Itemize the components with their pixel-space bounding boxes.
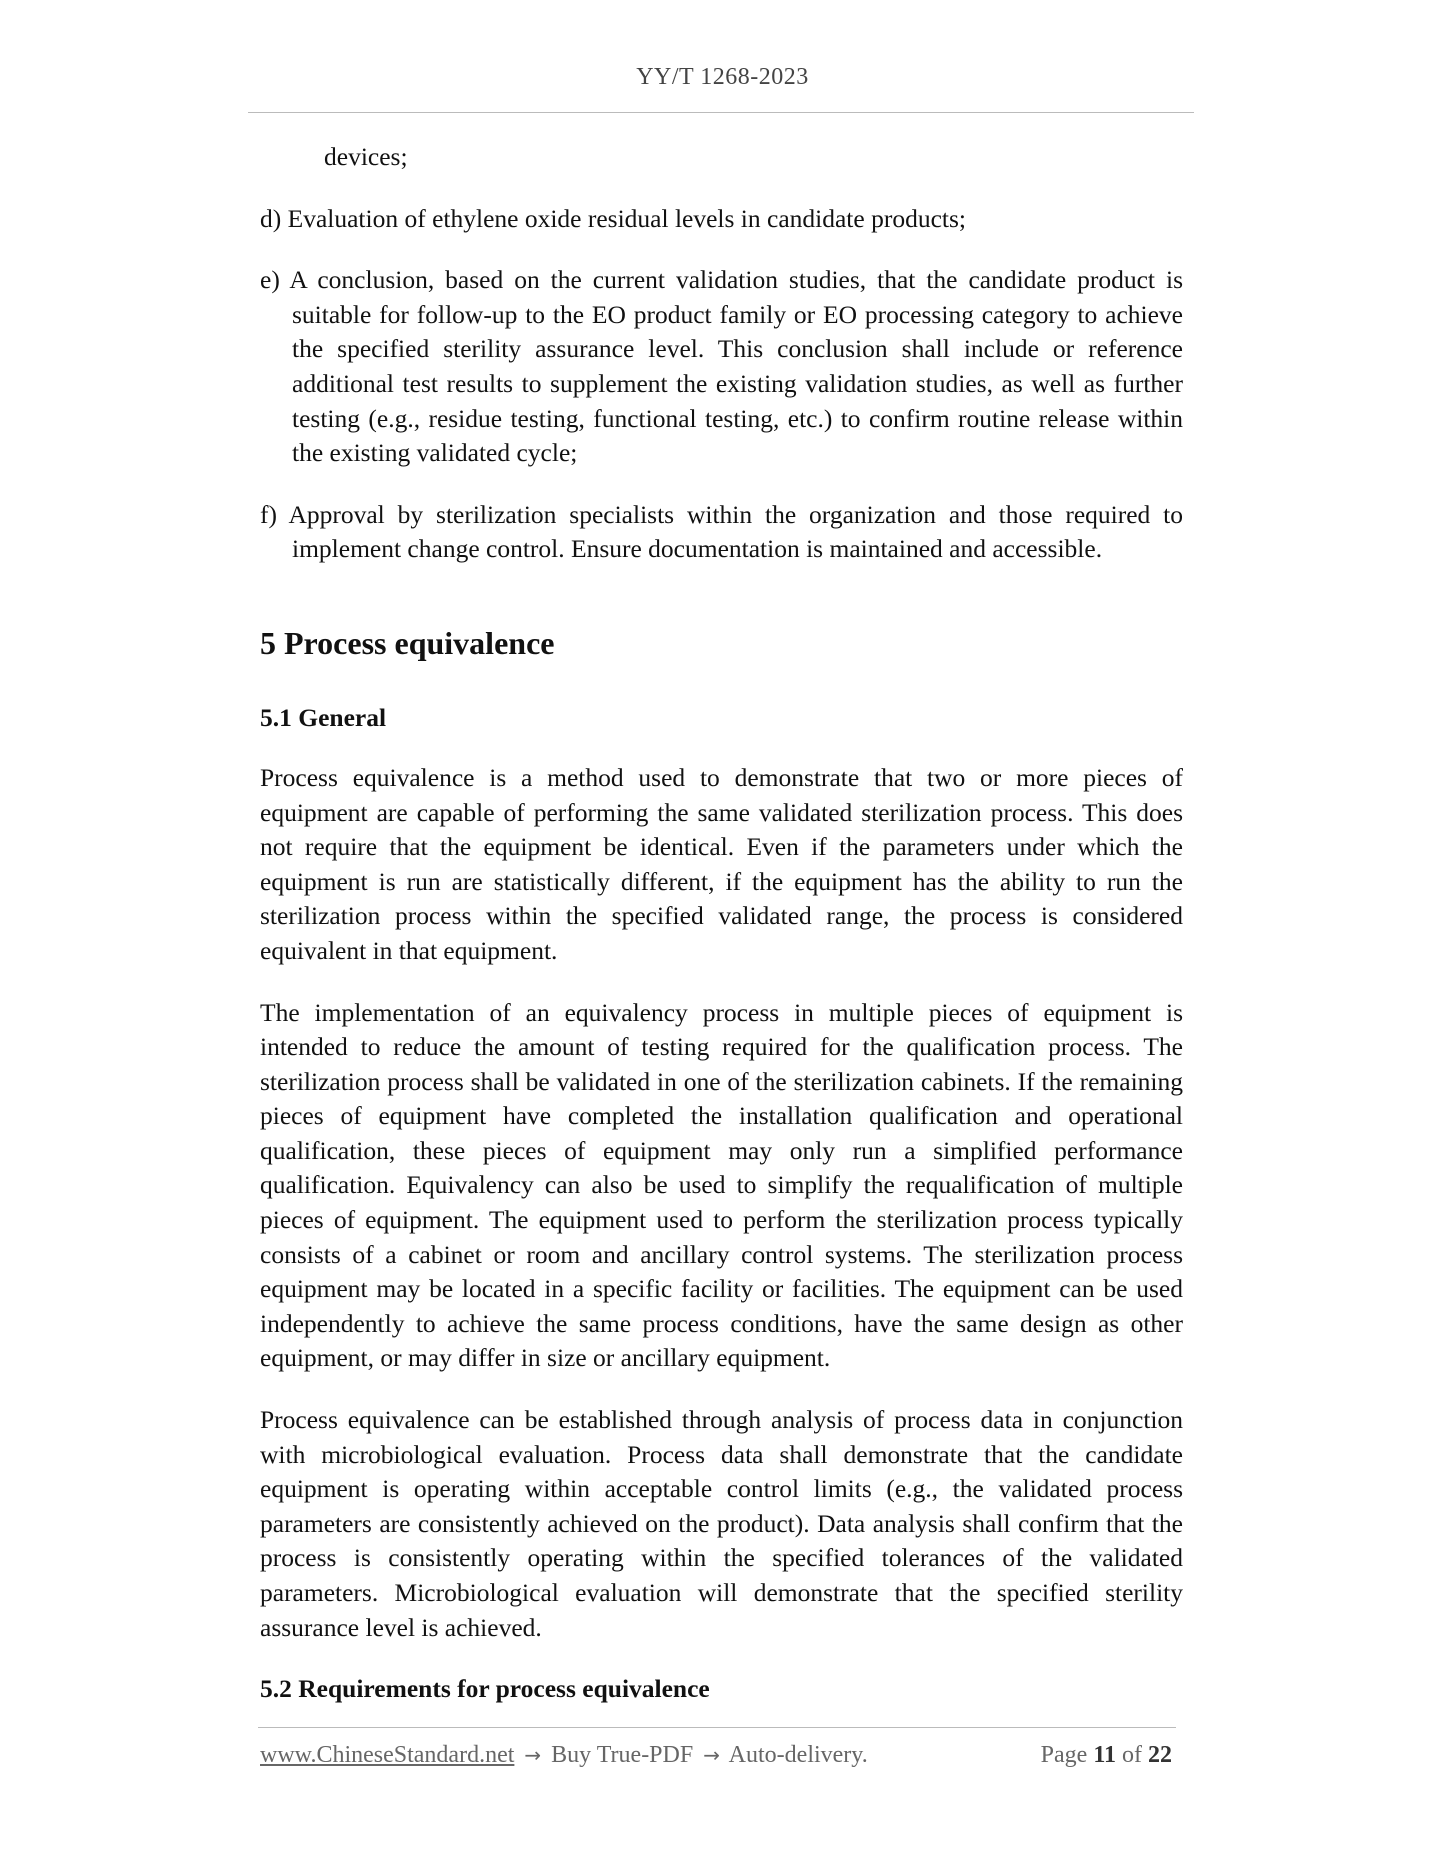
paragraph-2: The implementation of an equivalency process in multiple pieces of equipment is intended to reduce the amount of testing required for the qualification process. The sterilization process shall be validated in one of the sterilization cabinets. If the remaining pieces of equipment have completed the installation qualification and operational qualification, these pieces of equipment may only run a simplified performance qualification. Equivalency can also be used to simplify the requalification of multiple pieces of equipment. The equipment used to perform the sterilization process typically consists of a cabinet or room and ancillary control systems. The sterilization process equipment may be located in a specific facility or facilities. The equipment can be used independently to achieve the same process conditions, have the same design as other equipment, or may differ in size or ancillary equipment. xyxy=(260,997,1183,1373)
list-continuation xyxy=(260,140,1183,175)
arrow-right-icon: → xyxy=(524,1743,542,1767)
paragraph-3: Process equivalence can be established through analysis of process data in conjunction with microbiological evaluation. Process data shall demonstrate that the candidate equipment is operating within acceptable control limits (e.g., the validated process parameters are consistently achieved on the product). Data analysis shall confirm that the process is consistently operating within the specified tolerances of the validated parameters. Microbiological evaluation will demonstrate that the specified sterility assurance level is achieved. xyxy=(260,1405,1183,1642)
subsection-heading-general: 5.1 General xyxy=(260,702,387,732)
subsection-heading-requirements: 5.2 Requirements for process equivalence xyxy=(260,1674,710,1704)
buy-link[interactable]: Buy True-PDF xyxy=(551,1742,694,1768)
page-total: 22 xyxy=(1148,1742,1172,1768)
paragraph-1: Process equivalence is a method used to demonstrate that two or more pieces of equipment are capable of performing the same validated sterilization process. This does not require that the equipment be identical. Even if the parameters under which the equipment is run are statistically different, if the equipment has the ability to run the sterilization process within the specified validated range, the process is considered equivalent in that equipment. xyxy=(260,762,1183,965)
page-number: 11 xyxy=(1093,1742,1116,1768)
section-5 xyxy=(260,623,1183,1706)
arrow-right-icon: → xyxy=(703,1743,720,1767)
header-divider xyxy=(248,112,1194,113)
list-item-c-tail: devices; xyxy=(324,142,408,171)
page-indicator xyxy=(1041,1742,1172,1769)
footer xyxy=(260,1742,1178,1769)
header-doc-id: YY/T 1268-2023 xyxy=(636,64,809,90)
footer-divider xyxy=(258,1727,1176,1728)
of-label: of xyxy=(1122,1742,1142,1768)
list-item-d: d) Evaluation of ethylene oxide residual levels in candidate products; xyxy=(260,203,966,233)
page-content xyxy=(260,140,1183,1732)
list-item-e: e) A conclusion, based on the current validation studies, that the candidate product is suitable for follow-up to the EO product family or EO processing category to achieve the specified sterility assurance level. This conclusion shall include or reference additional test results to supplement the existing validation studies, as well as further testing (e.g., residue testing, functional testing, etc.) to confirm routine release within the existing validated cycle; xyxy=(260,265,1183,468)
page-label: Page xyxy=(1040,1742,1088,1768)
section-heading: 5 Process equivalence xyxy=(260,624,555,661)
list-item-f: f) Approval by sterilization specialists within the organization and those required to implement change control. Ensure documentation is maintained and accessible. xyxy=(260,499,1183,564)
website-link[interactable]: www.ChineseStandard.net xyxy=(260,1742,515,1768)
delivery-text: Auto-delivery. xyxy=(728,1742,868,1768)
